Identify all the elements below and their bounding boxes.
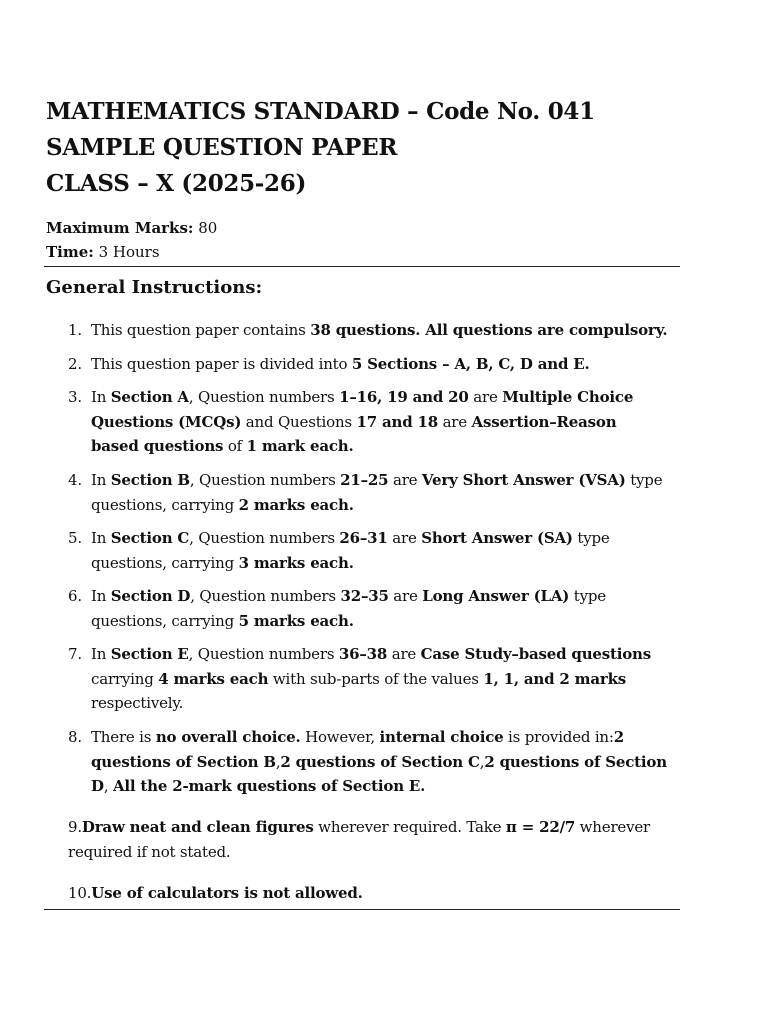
instruction-text-run: are: [387, 529, 422, 547]
general-instructions-heading: General Instructions:: [46, 277, 263, 298]
instruction-number: 6.: [68, 587, 82, 605]
instruction-text: [91, 584, 668, 633]
instruction-number: 4.: [68, 471, 82, 489]
instruction-text-bold: Section E: [110, 645, 189, 663]
instruction-text-run: , Question numbers: [190, 587, 341, 605]
instruction-text: [91, 642, 668, 716]
instruction-text-run: , Question numbers: [189, 529, 340, 547]
instruction-text-bold: 2 marks each.: [238, 495, 354, 514]
instruction-number: 2.: [68, 355, 82, 373]
instruction-text-run: and Questions: [241, 412, 357, 431]
instruction-text-run: , Question numbers: [188, 645, 339, 663]
instruction-text-bold: Draw neat and clean figures: [81, 818, 314, 836]
instruction-text-bold: 5 Sections – A, B, C, D and E.: [351, 355, 590, 373]
instruction-text-bold: All the 2-mark questions of Section E.: [112, 777, 426, 795]
instruction-text-run: However,: [300, 728, 380, 746]
instruction-text-run: , Question numbers: [188, 388, 340, 406]
instruction-text-run: ,: [103, 777, 113, 795]
instruction-text-bold: 2 questions of Section D: [91, 752, 667, 795]
instruction-text-run: type questions, carrying: [91, 587, 606, 630]
instruction-text-bold: 1 mark each.: [246, 437, 354, 455]
instruction-text-run: are: [388, 587, 423, 605]
max-marks-value: 80: [193, 219, 218, 237]
instruction-text-run: are: [387, 645, 421, 663]
instruction-text: [91, 725, 668, 799]
instruction-text-run: This question paper is divided into: [91, 355, 352, 373]
instruction-number: 3.: [68, 388, 82, 406]
instruction-text: [91, 352, 668, 377]
instruction-text-run: are: [438, 412, 472, 431]
instruction-item: [68, 584, 668, 633]
instruction-text-run: ,: [275, 752, 281, 771]
instruction-text-bold: 32–35: [340, 587, 389, 605]
instruction-text-bold: Section C: [110, 529, 190, 547]
instruction-text-bold: Short Answer (SA): [421, 529, 573, 547]
instruction-text-run: wherever required if not stated.: [68, 818, 651, 861]
instruction-text-run: of: [223, 437, 247, 455]
time-label: Time:: [46, 243, 94, 261]
instruction-text-bold: no overall choice.: [155, 728, 301, 746]
instruction-text-bold: Multiple Choice Questions (MCQs): [91, 388, 634, 431]
instruction-text-bold: internal choice: [379, 728, 504, 746]
instruction-text-bold: Assertion–Reason based questions: [91, 412, 617, 455]
instruction-text-bold: Section D: [110, 587, 191, 605]
instruction-item: [68, 468, 668, 517]
instruction-item: [68, 526, 668, 575]
instruction-text-bold: 1–16, 19 and 20: [339, 388, 469, 406]
instruction-text-run: respectively.: [91, 694, 184, 712]
instruction-text-bold: 2 questions of Section C: [280, 752, 480, 771]
instruction-text-bold: π = 22/7: [505, 818, 576, 836]
instruction-number: 1.: [68, 321, 82, 339]
instruction-text-run: are: [388, 471, 422, 489]
instruction-text-bold: Case Study–based questions: [420, 645, 651, 663]
instruction-number: 5.: [68, 529, 82, 547]
instruction-item: [68, 352, 668, 377]
instruction-number: 7.: [68, 645, 82, 663]
instruction-text-run: 10.: [68, 884, 92, 902]
instruction-text: [91, 526, 668, 575]
time-line: [46, 240, 217, 264]
max-marks-line: [46, 216, 217, 240]
instruction-text-bold: 26–31: [339, 529, 388, 547]
instruction-text-run: carrying: [91, 669, 159, 688]
instruction-text-bold: 5 marks each.: [238, 611, 354, 630]
title-class-year: CLASS – X (2025-26): [46, 170, 307, 197]
title-subject-code: MATHEMATICS STANDARD – Code No. 041: [46, 98, 595, 125]
instruction-text-run: 9.: [68, 818, 82, 836]
instruction-text-run: There is: [91, 728, 156, 746]
instruction-text-run: is provided in:: [503, 728, 614, 746]
instruction-text-run: type questions, carrying: [91, 471, 663, 514]
divider-bottom: [44, 909, 680, 910]
instruction-text-bold: Long Answer (LA): [422, 587, 570, 605]
instruction-item: [68, 642, 668, 716]
title-paper-type: SAMPLE QUESTION PAPER: [46, 134, 398, 161]
instruction-text-run: This question paper contains: [91, 321, 311, 339]
instruction-number: 8.: [68, 728, 82, 746]
instruction-text-bold: 38 questions. All questions are compulsory.: [310, 321, 668, 339]
instruction-item: [68, 385, 668, 459]
instruction-item: [68, 881, 668, 906]
instruction-text-run: In: [91, 587, 111, 605]
instruction-text-bold: Use of calculators is not allowed.: [91, 884, 363, 902]
instruction-text-bold: Section B: [110, 471, 190, 489]
max-marks-label: Maximum Marks:: [46, 219, 194, 237]
instruction-text-bold: 4 marks each: [158, 669, 269, 688]
instruction-text-run: wherever required. Take: [313, 818, 506, 836]
instruction-text-bold: 21–25: [340, 471, 389, 489]
instruction-text-run: with sub-parts of the values: [268, 669, 484, 688]
paper-title: [46, 94, 595, 202]
instruction-item: [68, 725, 668, 799]
instruction-text-run: In: [91, 529, 111, 547]
instruction-text-run: are: [468, 388, 503, 406]
instruction-text: [91, 318, 668, 343]
instruction-text-run: ,: [479, 752, 485, 771]
instruction-text-run: In: [91, 645, 111, 663]
instruction-text-bold: 2 questions of Section B: [91, 728, 625, 771]
time-value: 3 Hours: [93, 243, 160, 261]
instruction-item: [68, 318, 668, 343]
paper-meta: [46, 216, 217, 264]
divider-top: [44, 266, 680, 267]
instruction-text-run: , Question numbers: [189, 471, 341, 489]
instruction-text-run: type questions, carrying: [91, 529, 610, 572]
instruction-text: [91, 468, 668, 517]
instruction-text-bold: Section A: [110, 388, 189, 406]
instruction-text-bold: Very Short Answer (VSA): [421, 471, 626, 489]
instruction-text-bold: 1, 1, and 2 marks: [483, 669, 627, 688]
instruction-item: [68, 815, 668, 864]
instruction-text-run: In: [91, 388, 111, 406]
instruction-text: [91, 385, 668, 459]
instruction-text-bold: 36–38: [338, 645, 388, 663]
instruction-text-bold: 17 and 18: [356, 412, 438, 431]
instruction-text-run: In: [91, 471, 111, 489]
instruction-text-bold: 3 marks each.: [238, 553, 354, 572]
